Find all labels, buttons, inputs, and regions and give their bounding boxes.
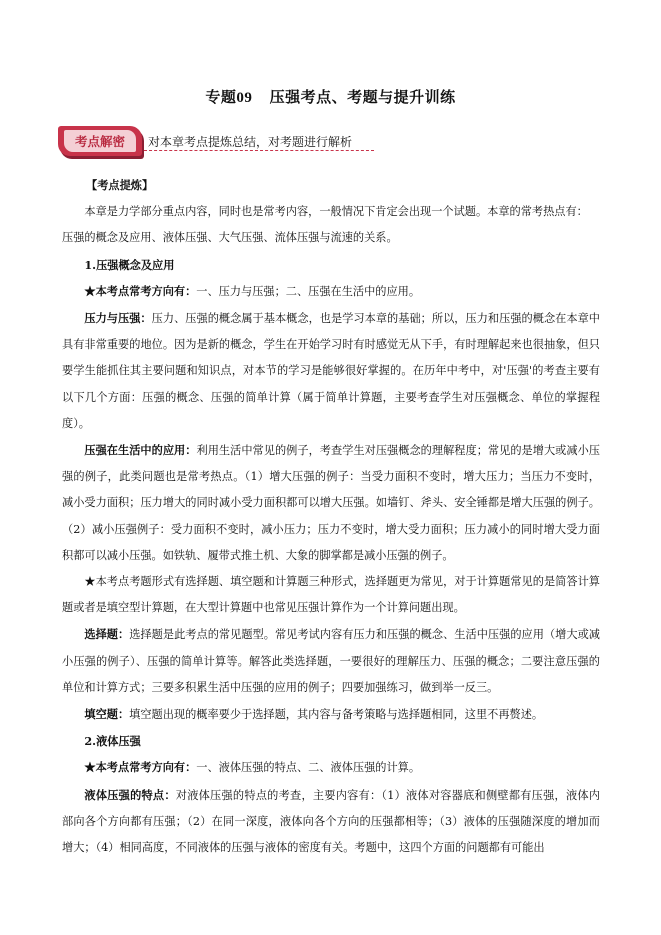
paragraph-question-forms: ★本考点考题形式有选择题、填空题和计算题三种形式，选择题更为常见，对于计算题常见的是简答计算题或者是填空型计算题，在大型计算题中也常见压强计算作为一个计算问题出现。	[62, 575, 600, 615]
banner-description: 对本章考点提炼总结，对考题进行解析	[148, 135, 353, 149]
heading-liquid-pressure: 2.液体压强	[84, 734, 141, 749]
paragraph-liquid-characteristics: 液体压强的特点：对液体压强的特点的考查，主要内容有：（1）液体对容器底和侧壁都有压强，液体内部向各个方向都有压强；（2）在同一深度，液体向各个方向的压强都相等；（3）液体的压强随深度的增加而增大；（4）相同高度，不同液体的压强与液体的密度有关。考题中，这四个方面的问题都有可能出	[62, 787, 600, 855]
title-prefix: 专题	[205, 88, 237, 106]
intro-paragraph-continued: 压强的概念及应用、液体压强、大气压强、流体压强与流速的关系。	[62, 231, 398, 245]
title-name: 压强考点、考题与提升训练	[269, 88, 456, 106]
heading-pressure-concept: 1.压强概念及应用	[84, 257, 175, 272]
document-body	[62, 172, 600, 861]
banner-underline	[144, 150, 374, 151]
paragraph-pressure-in-life: 压强在生活中的应用：利用生活中常见的例子，考查学生对压强概念的理解程度；常见的是增大或减小压强的例子，此类问题也是常考热点。（1）增大压强的例子：当受力面积不变时，增大压力；当压力不变时，减小受力面积；压力增大的同时减小受力面积都可以增大压强。如墙钉、斧头、安全锤都是增大压强的例子。（2）减小压强例子：受力面积不变时，减小压力；压力不变时，增大受力面积；压力减小的同时增大受力面积都可以减小压强。如铁轨、履带式推土机、大象的脚掌都是减小压强的例子。	[62, 443, 600, 562]
page-title	[0, 86, 661, 107]
paragraph-liquid-directions: ★本考点常考方向有：一、液体压强的特点、二、液体压强的计算。	[84, 760, 421, 775]
section-banner	[58, 126, 378, 160]
section-label: 【考点提炼】	[86, 178, 154, 192]
intro-paragraph: 本章是力学部分重点内容，同时也是常考内容，一般情况下肯定会出现一个试题。本章的常考热点有：	[84, 205, 588, 219]
paragraph-multiple-choice: 选择题：选择题是此考点的常见题型。常见考试内容有压力和压强的概念、生活中压强的应用（增大或减小压强的例子）、压强的简单计算等。解答此类选择题，一要很好的理解压力、压强的概念；二要注意压强的单位和计算方式；三要多积累生活中压强的应用的例子；四要加强练习，做到举一反三。	[62, 627, 600, 694]
section-badge	[58, 126, 142, 156]
paragraph-exam-directions: ★本考点常考方向有：一、压力与压强；二、压强在生活中的应用。	[84, 283, 421, 298]
paragraph-fill-in: 填空题：填空题出现的概率要少于选择题，其内容与备考策略与选择题相同，这里不再赘述。	[84, 707, 544, 722]
paragraph-force-and-pressure: 压力与压强：压力、压强的概念属于基本概念，也是学习本章的基础；所以，压力和压强的概念在本章中具有非常重要的地位。因为是新的概念，学生在开始学习时有时感觉无从下手，有时理解起来也很抽象，但只要学生能抓住其主要问题和知识点，对本节的学习是能够很好掌握的。在历年中考中，对'压强'的考查主要有以下几个方面：压强的概念、压强的简单计算（属于简单计算题，主要考查学生对压强概念、单位的掌握程度）。	[62, 311, 600, 430]
title-number: 09	[236, 90, 253, 106]
section-badge-label: 考点解密	[64, 130, 136, 152]
